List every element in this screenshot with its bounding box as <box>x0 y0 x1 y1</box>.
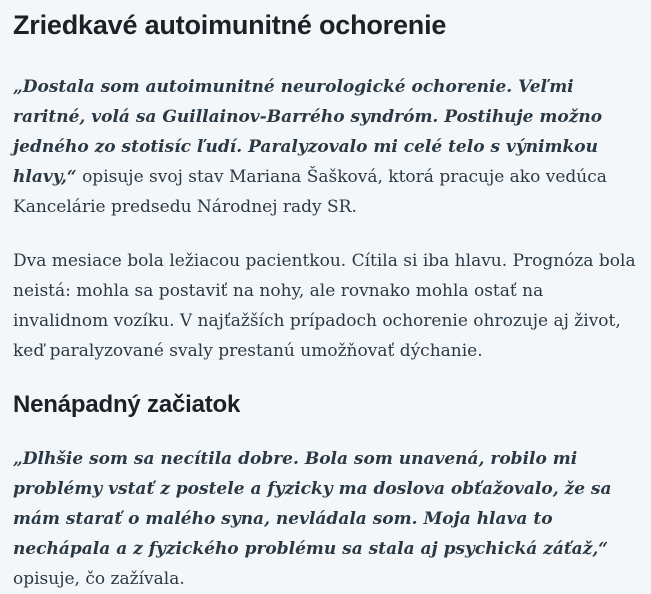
article-section-heading-1: Zriedkavé autoimunitné ochorenie <box>13 10 447 40</box>
quote-paragraph-2 <box>13 444 638 594</box>
article-section-heading-2: Nenápadný začiatok <box>13 391 241 418</box>
quote-2-text: „Dlhšie som sa necítila dobre. Bola som unavená, robilo mi problémy vstať z postele a fyzicky ma doslova obťažovalo, že sa mám starať o malého syna, nevládala som. Moja hlava to nechápala a z fyzického problému sa stala aj psychická záťaž,“ <box>13 449 612 559</box>
quote-2-attribution: opisuje, čo zažívala. <box>13 569 185 589</box>
quote-1-attribution: opisuje svoj stav Mariana Šašková, ktorá pracuje ako vedúca Kancelárie predsedu Národnej rady SR. <box>13 167 607 217</box>
quote-paragraph-1 <box>13 72 638 222</box>
body-paragraph-2: Dva mesiace bola ležiacou pacientkou. Cítila si iba hlavu. Prognóza bola neistá: mohla sa postaviť na nohy, ale rovnako mohla ostať na invalidnom vozíku. V najťažších prípadoch ochorenie ohrozuje aj život, keď paralyzované svaly prestanú umožňovať dýchanie. <box>13 251 636 361</box>
quote-1-text: „Dostala som autoimunitné neurologické ochorenie. Veľmi raritné, volá sa Guillainov-Barrého syndróm. Postihuje možno jedného zo stotisíc ľudí. Paralyzovalo mi celé telo s výnimkou hlavy,“ <box>13 77 603 187</box>
